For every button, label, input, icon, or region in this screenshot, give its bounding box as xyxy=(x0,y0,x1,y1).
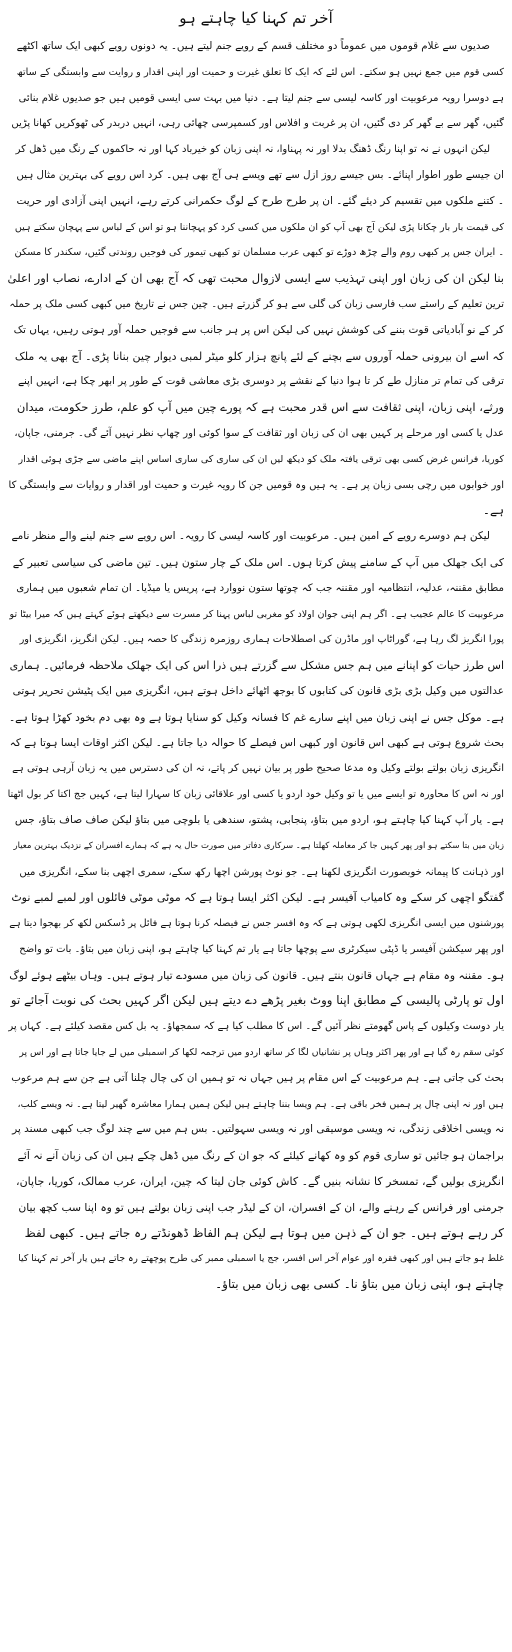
article-line: اور نہ اس کا محاورہ تو ایسے میں یا تو وکیل خود اردو یا کسی اور علاقائی زبان کا سہارا لیتا ہے، کہیں جج اکتا کر بول اٹھتا xyxy=(8,789,504,801)
article-line: گفتگو اچھی کر سکے وہ کامیاب آفیسر ہے۔ لیکن اکثر ایسا ہوتا ہے کہ موٹی موٹی فائلوں اور لمبے لمبے نوٹ xyxy=(11,891,504,905)
article-line: پورشنوں میں ایسی انگریزی لکھی ہوتی ہے کہ وہ افسر جس نے فیصلہ کرنا ہوتا ہے فائل پر ڈسکس لکھ کر بھجوا دیتا ہے xyxy=(9,918,504,930)
article-line: چاہتے ہو، اپنی زبان میں بتاؤ نا۔ کسی بھی زبان میں بتاؤ۔ xyxy=(215,1277,504,1292)
article-line: بحث کی جاتی ہے۔ ہم مرعوبیت کے اس مقام پر ہیں جہاں نہ تو ہمیں ان کی چال چلنا آتی ہے جن سے ہم مرعوب xyxy=(11,1071,504,1084)
article-body xyxy=(8,34,504,1298)
article-line: صدیوں سے غلام قوموں میں عموماً دو مختلف قسم کے رویے جنم لیتے ہیں۔ یہ دونوں رویے کبھی ایک ساتھ اکٹھے xyxy=(16,40,490,52)
article-line: بنا لیکن ان کی زبان اور اپنی تہذیب سے ایسی لازوال محبت تھی کہ آج بھی ان کے ادارے، نصاب اور اعلیٰ xyxy=(8,271,504,286)
article-line: لیکن انہوں نے نہ تو اپنا رنگ ڈھنگ بدلا اور نہ پہناوا، نہ اپنی زبان کو خیرباد کہا اور نہ حاکموں کے رنگ میں ڈھل کر xyxy=(15,144,490,156)
article-line: پورا انگریز لگ رہا ہے، گوراٹاپ اور ماڈرن کی اصطلاحات ہماری روزمرہ زندگی کا حصہ ہیں۔ لیکن انگریز، انگریزی اور xyxy=(19,634,504,646)
article-line: اس طرز حیات کو اپنانے میں ہم جس مشکل سے گزرتے ہیں ذرا اس کی ایک جھلک ملاحظہ فرمائیں۔ ہماری xyxy=(9,659,504,673)
article-headline: آخر تم کہنا کیا چاہتے ہو xyxy=(179,9,333,27)
article-line: ہے۔ موکل جس نے اپنی زبان میں اپنے سارے غم کا فسانہ وکیل کو سنایا ہوتا ہے وہ بھی دم بخود کھڑا ہوتا ہے۔ xyxy=(8,710,504,724)
article-line: ورثے، اپنی زبان، اپنی ثقافت سے اس قدر محبت ہے کہ پورے چین میں آپ کو علم، طرز حکومت، میدان xyxy=(16,400,504,415)
article-line: انگریزی بولیں گے، تمسخر کا نشانہ بنیں گے۔ کاش کوئی جان لیتا کہ چین، ایران، عرب ممالک، کوریا، جاپان، xyxy=(16,1175,504,1189)
article-line: ہو۔ مقننہ وہ مقام ہے جہاں قانون بنتے ہیں۔ قانون کی زبان میں مسودے تیار ہوتے ہیں۔ وہاں بیٹھے ہوئے لوگ xyxy=(9,968,504,982)
article-line: انگریزی زبان بولتے بولتے وکیل وہ مدعا صحیح طور پر بیان نہیں کر پاتے، نہ ان کی دسترس میں یہ زبان آرہی ہوتی ہے xyxy=(12,763,504,775)
article-line: اول تو پارٹی پالیسی کے مطابق اپنا ووٹ بغیر پڑھے دے دیتے ہیں لیکن اگر کہیں بحث کی نوبت آجائے تو xyxy=(10,993,504,1008)
article-line: ترقی کی تمام تر منازل طے کر تا ہوا دنیا کے نقشے پر دوسری بڑی معاشی قوت کے طور پر ابھر چکا ہے، انہیں اپنے xyxy=(17,375,504,388)
article-line: کی ایک جھلک میں آپ کے سامنے پیش کرتا ہوں۔ اس ملک کے چار ستون ہیں۔ تین ماضی کی سیاسی تعبیر کے xyxy=(12,555,504,569)
article-line: اور خوابوں میں رچی بسی زبان پر ہے۔ یہ ہیں وہ قومیں جن کا رویہ غیرت و حمیت اور اقدار و روایات سے وابستگی کا xyxy=(8,479,504,491)
article-line: نہ ویسی اخلاقی زندگی، نہ ویسی موسیقی اور نہ ویسی سہولتیں۔ بس ہم میں سے چند لوگ جب کبھی مسند پر xyxy=(12,1123,504,1136)
article-line: اور پھر سیکشن آفیسر یا ڈپٹی سیکرٹری سے پوچھا جاتا ہے یار تم کہنا کیا چاہتے ہو، اپنی زبان میں بتاؤ۔ بات تو واضح xyxy=(19,943,504,955)
article-line: بحث شروع ہوتی ہے کبھی اس قانون اور کبھی اس فیصلے کا حوالہ دیا جاتا ہے۔ لیکن اکثر اوقات ایسا ہوتا ہے کہ xyxy=(9,736,504,749)
article-line: ہیں اور نہ اپنی چال پر ہمیں فخر باقی ہے۔ ہم ویسا بننا چاہتے ہیں لیکن ہمیں ہمارا معاشرہ گھیر لیتا ہے۔ نہ ویسے کلب، xyxy=(17,1098,504,1110)
article-line: ترین تعلیم کے راستے سب فارسی زبان کی گلی سے ہو کر گزرتے ہیں۔ چین جس نے تاریخ میں کبھی کسی ملک پر حملہ xyxy=(9,298,504,310)
article-line: کہ اسے ان بیرونی حملہ آوروں سے بچنے کے لئے پانچ ہزار کلو میٹر لمبی دیوار چین بنانا پڑی۔ آج بھی یہ ملک xyxy=(14,349,504,363)
article-line: یار دوست وکیلوں کے پاس گھومتے نظر آئیں گے۔ اس کا مطلب کیا ہے کہ سمجھاؤ۔ یہ بل کس مقصد کیلئے ہے۔ کہاں پر xyxy=(8,1021,504,1033)
article-line: عدل یا کسی اور مرحلے پر کہیں بھی ان کی زبان اور ثقافت کے سوا کوئی اور چھاپ نظر نہیں آئے گی۔ جرمنی، جاپان، xyxy=(14,427,504,439)
article-line: غلط ہو جاتے ہیں اور کبھی فقرہ اور عوام آخر اس افسر، جج یا اسمبلی ممبر کی طرح پوچھتے رہ جاتے ہیں یار آخر تم کہنا کیا xyxy=(18,1253,504,1265)
article-line: ہے۔ xyxy=(482,503,504,518)
article-line: اور ذہانت کا پیمانہ خوبصورت انگریزی لکھنا ہے۔ جو نوٹ پورشن اچھا رکھ سکے، سمری اچھی بنا سکے، انگریزی میں xyxy=(19,866,504,878)
article-line: کی قیمت بار بار چکانا پڑی لیکن آج بھی آپ کو ان ملکوں میں کسی کرد کو پہچاننا ہو تو اس کے لباس سے پہچان سکتے ہیں xyxy=(14,221,504,233)
article-line: ان جیسے طور اطوار اپنائے۔ بس جیسے روز ازل سے تھے ویسے ہی آج بھی ہیں۔ کرد اس رویے کی بہترین مثال ہیں xyxy=(16,168,504,181)
article-line: زبان میں بتا سکتے ہو اور پھر کہیں جا کر معاملہ کھلتا ہے۔ سرکاری دفاتر میں صورت حال یہ ہے کہ ہمارے افسران کے نزدیک بہترین معیار xyxy=(13,840,504,851)
article-line: ۔ ایران جس پر کبھی روم والے چڑھ دوڑے تو کبھی عرب مسلمان تو کبھی تیمور کی فوجیں روندتی گئیں، سکندر کا مسکن xyxy=(14,247,504,259)
article-line: ہے۔ یار آپ کہنا کیا چاہتے ہو، اردو میں بتاؤ، پنجابی، پشتو، سندھی یا بلوچی میں بتاؤ لیکن صاف صاف بتاؤ، جس xyxy=(14,813,504,826)
article-line: لیکن ہم دوسرے رویے کے امین ہیں۔ مرعوبیت اور کاسہ لیسی کا رویہ۔ اس رویے سے جنم لینے والے منظر نامے xyxy=(11,530,490,543)
article-line: جرمنی اور فرانس کے رہنے والے، ان کے افسران، ان کے لیڈر جب اپنی زبان بولتے ہیں تو وہ اپنا سب کچھ بیان xyxy=(18,1200,504,1214)
article-line: کوئی سقم رہ گیا ہے اور پھر اکثر وہاں پر نشانیاں لگا کر ساتھ اردو میں ترجمہ لکھا کر اسمبلی میں لے جایا جاتا ہے اور اس پر xyxy=(19,1047,504,1059)
article-line: کر رہے ہوتے ہیں۔ جو ان کے ذہن میں ہوتا ہے لیکن ہم الفاظ ڈھونڈتے رہ جاتے ہیں۔ کبھی لفظ xyxy=(24,1225,504,1240)
article-line: مرعوبیت کا عالم عجیب ہے۔ اگر ہم اپنی جوان اولاد کو مغربی لباس پہنا کر مسرت سے دیکھتے ہوئے کہتے ہیں کہ میرا بیٹا تو xyxy=(9,608,504,620)
article-line: کسی قوم میں جمع نہیں ہو سکتے۔ اس لئے کہ ایک کا تعلق غیرت و حمیت اور اپنی اقدار و روایت سے وابستگی کے ساتھ xyxy=(16,66,504,78)
article-line: ہے دوسرا رویہ مرعوبیت اور کاسہ لیسی سے جنم لیتا ہے۔ دنیا میں بہت سی ایسی قومیں ہیں جو صدیوں غلام بنائی xyxy=(18,92,504,104)
article-line: مطابق مقننہ، عدلیہ، انتظامیہ اور مقننہ جب کہ چوتھا ستون نووارد ہے، پریس یا میڈیا۔ ان تمام شعبوں میں ہماری xyxy=(16,581,504,594)
article-line: کر کے نو آبادیاتی قوت بننے کی کوشش نہیں کی لیکن اس پر ہر جانب سے فوجیں حملہ آور ہوتی رہیں، یہاں تک xyxy=(13,323,504,336)
article-line: ۔ کتنے ملکوں میں تقسیم کر دیئے گئے۔ ان پر طرح طرح کے لوگ حکمرانی کرتے رہے، انہیں اپنی آزادی اور حریت xyxy=(16,194,504,207)
article-line: کوریا، فرانس غرض کسی بھی ترقی یافتہ ملک کو دیکھ لیں ان کی ساری کی ساری اساس اپنے ماضی سے جڑی ہوئی اقدار xyxy=(18,453,504,465)
article-line: براجمان ہو جائیں تو ساری قوم کو وہ کھانے کیلئے کہ جو ان کے رنگ میں ڈھل چکے ہیں ان کی زبان آنے نہ آئے xyxy=(17,1149,504,1163)
article-line: گئیں، گھر سے بے گھر کر دی گئیں، ان پر غربت و افلاس اور کسمپرسی چھائی رہی، انہیں دربدر کی ٹھوکریں کھانا پڑیں xyxy=(11,118,504,130)
article-line: عدالتوں میں وکیل بڑی بڑی قانون کی کتابوں کا بوجھ اٹھائے داخل ہوتے ہیں، انگریزی میں ایک پٹیشن تحریر ہوتی xyxy=(12,684,504,697)
